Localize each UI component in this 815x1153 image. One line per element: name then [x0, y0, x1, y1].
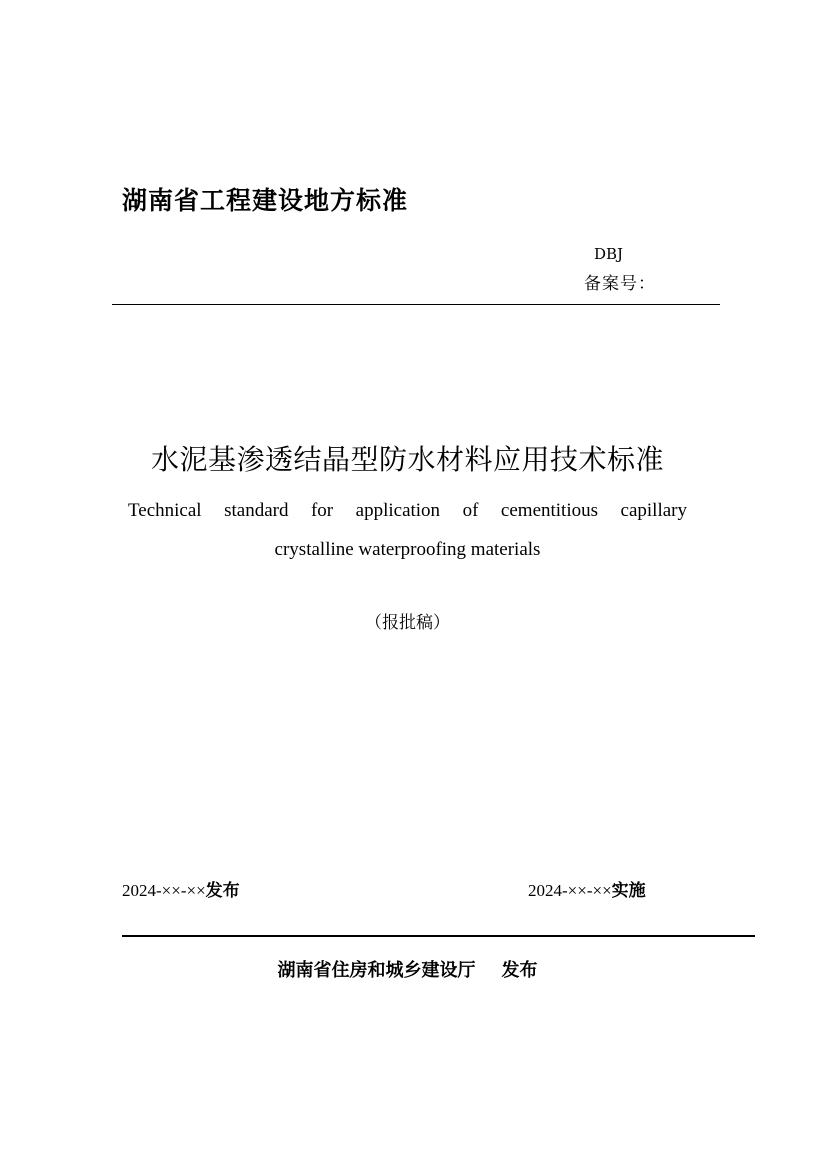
publish-word: 发布	[205, 881, 240, 901]
standard-title-english-line2: crystalline waterproofing materials	[274, 539, 541, 560]
standard-category-title: 湖南省工程建设地方标准	[122, 186, 409, 215]
implement-word: 实施	[611, 881, 646, 901]
issuing-authority: 湖南省住房和城乡建设厅	[277, 960, 476, 981]
issuer-action: 发布	[501, 960, 538, 981]
footer-divider	[122, 935, 755, 937]
implement-date-line	[528, 876, 646, 901]
publish-date-line	[122, 876, 240, 901]
record-number-label: 备案号：	[584, 274, 656, 294]
publish-date: 2024-××-××	[122, 881, 206, 900]
draft-status-note: （报批稿）	[365, 613, 450, 633]
header-divider	[112, 304, 720, 305]
standard-title-english-line1: Technical standard for application of cementitious capillary	[128, 500, 687, 521]
standard-title-chinese: 水泥基渗透结晶型防水材料应用技术标准	[150, 443, 664, 476]
standard-code-prefix: DBJ	[594, 245, 624, 263]
issuer-line	[0, 956, 815, 982]
implement-date: 2024-××-××	[528, 881, 612, 900]
